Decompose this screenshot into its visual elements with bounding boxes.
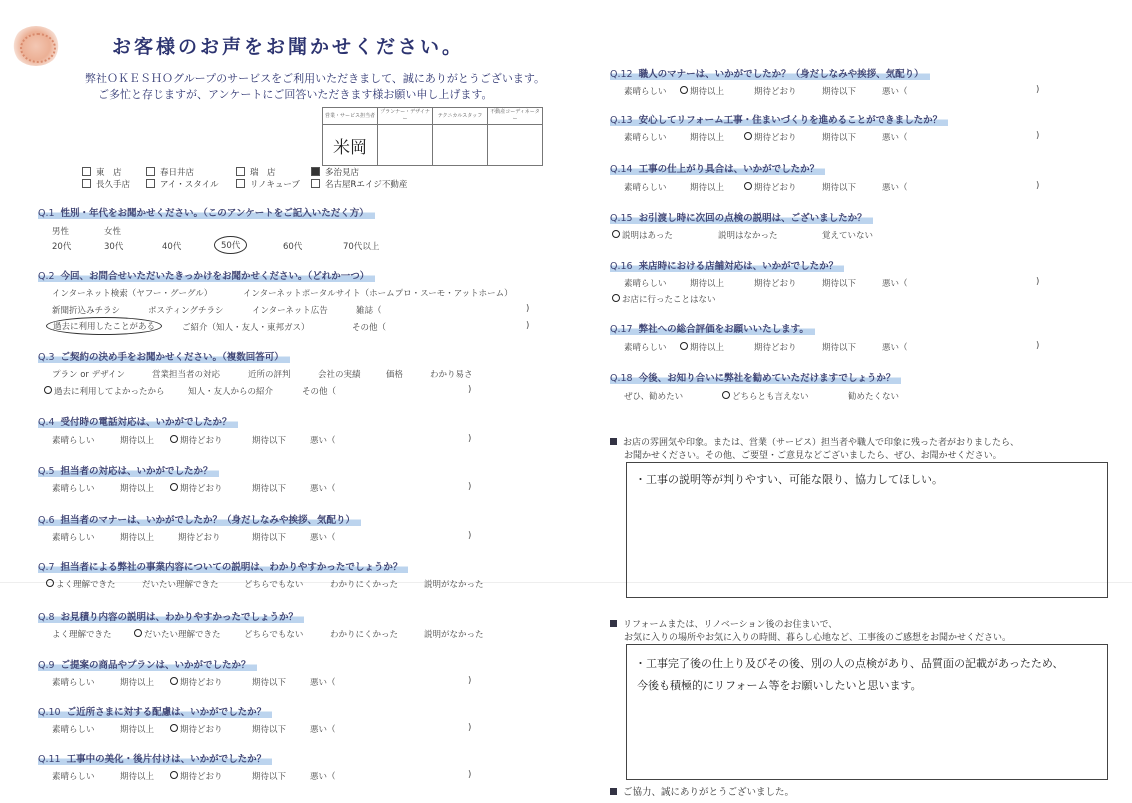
- rating-option[interactable]: 素晴らしい: [52, 772, 95, 782]
- option-trigger[interactable]: インターネット広告: [252, 306, 328, 316]
- understanding-option-selected[interactable]: だいたい理解できた: [134, 628, 221, 640]
- recommend-option[interactable]: ぜひ、勧めたい: [624, 392, 684, 402]
- rating-option[interactable]: 期待以上: [690, 133, 725, 143]
- close-paren: ): [468, 482, 472, 492]
- checkbox-icon: [82, 167, 91, 176]
- rating-option[interactable]: 悪い（: [882, 183, 908, 193]
- staff-cell-realestate[interactable]: [488, 125, 543, 166]
- option-age[interactable]: 60代: [283, 242, 303, 252]
- understanding-option[interactable]: だいたい理解できた: [142, 580, 219, 590]
- option-age-selected[interactable]: 50代: [214, 236, 247, 254]
- rating-option[interactable]: 期待どおり: [754, 87, 797, 97]
- rating-option[interactable]: 期待以上: [690, 183, 725, 193]
- rating-option[interactable]: 悪い（: [882, 343, 908, 353]
- handwritten-staff-name: 米岡: [333, 137, 367, 158]
- staff-cell-technical[interactable]: [433, 125, 488, 166]
- store-checkbox[interactable]: 東 店: [82, 166, 122, 178]
- understanding-option[interactable]: どちらでもない: [244, 630, 304, 640]
- rating-option[interactable]: 期待以上: [120, 533, 155, 543]
- question-8: Q.8 お見積り内容の説明は、わかりやすかったでしょうか？: [38, 609, 304, 623]
- rating-option-selected[interactable]: 期待どおり: [744, 131, 797, 143]
- rating-option[interactable]: 期待以上: [120, 725, 155, 735]
- close-paren: ): [468, 385, 472, 395]
- option-decision[interactable]: 会社の実績: [318, 370, 361, 380]
- option-decision[interactable]: 知人・友人からの紹介: [188, 387, 274, 397]
- option-decision[interactable]: わかり易さ: [430, 370, 473, 380]
- intro-line-2: ご多忙と存じますが、アンケートにご回答いただきます様お願い申し上げます。: [98, 88, 493, 101]
- intro-line-1: 弊社ＯＫＥＳＨＯグループのサービスをご利用いただきまして、誠にありがとうございます。: [85, 72, 546, 85]
- rating-option[interactable]: 素晴らしい: [624, 343, 667, 353]
- store-checkbox[interactable]: 春日井店: [146, 166, 194, 178]
- page-title: お客様のお声をお聞かせください。: [112, 36, 465, 58]
- rating-option[interactable]: 素晴らしい: [624, 279, 667, 289]
- question-4: Q.4 受付時の電話対応は、いかがでしたか？: [38, 414, 238, 428]
- selected-circle-icon: [170, 771, 178, 779]
- option-age[interactable]: 40代: [162, 242, 182, 252]
- close-paren: ): [468, 676, 472, 686]
- checkbox-icon: [146, 179, 155, 188]
- understanding-option[interactable]: わかりにくかった: [330, 630, 399, 640]
- checkbox-icon: [311, 179, 320, 188]
- rating-option[interactable]: 期待どおり: [754, 279, 797, 289]
- rating-option[interactable]: 期待以上: [120, 678, 155, 688]
- close-paren: ): [468, 434, 472, 444]
- selected-circle-icon: [170, 435, 178, 443]
- understanding-option-selected[interactable]: よく理解できた: [46, 578, 116, 590]
- option-decision[interactable]: 営業担当者の対応: [152, 370, 221, 380]
- question-1: Q.1 性別・年代をお聞かせください。（このアンケートをご記入いただく方）: [38, 205, 375, 219]
- question-9: Q.9 ご提案の商品やプランは、いかがでしたか？: [38, 657, 257, 671]
- reform-prompt: リフォームまたは、リノベーション後のお住まいで、: [610, 617, 837, 630]
- reform-comment-box[interactable]: [626, 644, 1108, 780]
- staff-table: [322, 107, 543, 166]
- close-paren: ): [1036, 131, 1040, 141]
- option-trigger[interactable]: 新聞折込みチラシ: [52, 306, 121, 316]
- selected-circle-icon: [46, 579, 54, 587]
- option-trigger[interactable]: その他（: [352, 323, 387, 333]
- option-decision[interactable]: その他（: [302, 387, 337, 397]
- staff-cell-sales[interactable]: [323, 125, 378, 166]
- inspection-option[interactable]: 説明はなかった: [718, 231, 778, 241]
- store-checkbox[interactable]: 名古屋Rエイジ不動産: [311, 178, 407, 190]
- square-bullet-icon: [610, 438, 617, 445]
- reform-handwritten-answer-line-1: ・工事完了後の仕上り及びその後、別の人の点検があり、品質面の記載があったため、: [635, 657, 1064, 670]
- selected-circle-icon: [744, 132, 752, 140]
- store-checkbox[interactable]: リノキューブ: [236, 178, 300, 190]
- rating-option[interactable]: 素晴らしい: [52, 678, 95, 688]
- rating-option[interactable]: 素晴らしい: [52, 533, 95, 543]
- checked-checkbox-icon: [311, 167, 320, 176]
- rating-option[interactable]: 悪い（: [882, 133, 908, 143]
- question-15: Q.15 お引渡し時に次回の点検の説明は、ございましたか？: [610, 210, 873, 224]
- selected-circle-icon: [612, 294, 620, 302]
- store-checkbox-checked[interactable]: 多治見店: [311, 166, 359, 178]
- question-10: Q.10 ご近所さまに対する配慮は、いかがでしたか？: [38, 704, 272, 718]
- rating-option-selected[interactable]: 期待どおり: [170, 676, 223, 688]
- rating-option[interactable]: 期待以上: [120, 484, 155, 494]
- staff-header-planner: プランナー・デザイナー: [378, 108, 433, 125]
- selected-circle-icon: [170, 724, 178, 732]
- question-11: Q.11 工事中の美化・後片付けは、いかがでしたか？: [38, 751, 272, 765]
- company-seal: [12, 26, 60, 66]
- rating-option[interactable]: 素晴らしい: [624, 87, 667, 97]
- understanding-option[interactable]: 説明がなかった: [424, 580, 484, 590]
- rating-option[interactable]: 期待以下: [822, 343, 857, 353]
- square-bullet-icon: [610, 788, 617, 795]
- rating-option-selected[interactable]: 期待どおり: [170, 723, 223, 735]
- rating-option-selected[interactable]: 期待どおり: [170, 482, 223, 494]
- staff-header-sales: 営業・サービス担当者: [323, 108, 378, 125]
- selected-circle-icon: [44, 386, 52, 394]
- question-16: Q.16 来店時における店舗対応は、いかがでしたか？: [610, 258, 844, 272]
- impression-comment-box[interactable]: [626, 462, 1108, 598]
- option-decision-selected[interactable]: 過去に利用してよかったから: [44, 385, 165, 397]
- checkbox-icon: [146, 167, 155, 176]
- rating-option[interactable]: 期待以下: [252, 484, 287, 494]
- rating-option[interactable]: 悪い（: [310, 725, 336, 735]
- question-13: Q.13 安心してリフォーム工事・住まいづくりを進めることができましたか？: [610, 112, 948, 126]
- close-paren: ): [526, 321, 530, 331]
- close-paren: ): [1036, 341, 1040, 351]
- question-17: Q.17 弊社への総合評価をお願いいたします。: [610, 321, 815, 335]
- store-checkbox[interactable]: アイ・スタイル: [146, 178, 219, 190]
- rating-option-selected[interactable]: 期待以上: [680, 85, 724, 97]
- rating-option[interactable]: 期待以下: [252, 725, 287, 735]
- rating-option-selected[interactable]: 期待どおり: [744, 181, 797, 193]
- rating-option[interactable]: 素晴らしい: [52, 484, 95, 494]
- question-12: Q.12 職人のマナーは、いかがでしたか？（身だしなみや挨拶、気配り）: [610, 66, 930, 80]
- option-decision[interactable]: 価格: [386, 370, 404, 380]
- option-trigger[interactable]: 雑誌（: [356, 306, 382, 316]
- rating-option[interactable]: 期待以下: [252, 678, 287, 688]
- option-age[interactable]: 70代以上: [343, 242, 380, 252]
- checkbox-icon: [82, 179, 91, 188]
- option-male[interactable]: 男性: [52, 227, 70, 237]
- rating-option[interactable]: 悪い（: [310, 484, 336, 494]
- staff-header-realestate: 不動産コーディネーター: [488, 108, 543, 125]
- rating-option[interactable]: 期待どおり: [754, 343, 797, 353]
- rating-option[interactable]: 悪い（: [310, 772, 336, 782]
- rating-option[interactable]: 素晴らしい: [624, 183, 667, 193]
- question-2: Q.2 今回、お問合せいただいたきっかけをお聞かせください。（どれか一つ）: [38, 268, 375, 282]
- checkbox-icon: [236, 179, 245, 188]
- impression-prompt-line-2: お聞かせください。その他、ご要望・ご意見などございましたら、ぜひ、お聞かせください。: [624, 451, 1002, 461]
- rating-option-selected[interactable]: 期待どおり: [170, 770, 223, 782]
- rating-option[interactable]: 悪い（: [310, 533, 336, 543]
- inspection-option-selected[interactable]: 説明はあった: [612, 229, 673, 241]
- checkbox-icon: [236, 167, 245, 176]
- store-checkbox[interactable]: 長久手店: [82, 178, 130, 190]
- rating-option[interactable]: 期待以下: [252, 533, 287, 543]
- inspection-option[interactable]: 覚えていない: [822, 231, 874, 241]
- rating-option[interactable]: 悪い（: [310, 436, 336, 446]
- option-trigger-selected[interactable]: 過去に利用したことがある: [46, 317, 162, 335]
- question-7: Q.7 担当者による弊社の事業内容についての説明は、わかりやすかったでしょうか？: [38, 559, 408, 573]
- understanding-option[interactable]: どちらでもない: [244, 580, 304, 590]
- understanding-option[interactable]: 説明がなかった: [424, 630, 484, 640]
- question-5: Q.5 担当者の対応は、いかがでしたか？: [38, 463, 219, 477]
- selected-circle-icon: [744, 182, 752, 190]
- store-checkbox[interactable]: 瑞 店: [236, 166, 276, 178]
- close-paren: ): [468, 723, 472, 733]
- option-female[interactable]: 女性: [104, 227, 122, 237]
- impression-prompt: お店の雰囲気や印象。または、営業（サービス）担当者や職人で印象に残った者がおりましたら、: [610, 435, 1019, 448]
- never-visited-option-selected[interactable]: お店に行ったことはない: [612, 293, 716, 305]
- selected-circle-icon: [134, 629, 142, 637]
- rating-option[interactable]: 期待以上: [120, 436, 155, 446]
- thank-you-footer: ご協力、誠にありがとうございました。: [610, 784, 794, 798]
- option-age[interactable]: 30代: [104, 242, 124, 252]
- understanding-option[interactable]: わかりにくかった: [330, 580, 399, 590]
- rating-option[interactable]: 期待以上: [120, 772, 155, 782]
- rating-option[interactable]: 素晴らしい: [52, 436, 95, 446]
- option-decision[interactable]: プラン or デザイン: [52, 370, 126, 380]
- rating-option[interactable]: 期待以下: [822, 87, 857, 97]
- staff-header-technical: テクニカルスタッフ: [433, 108, 488, 125]
- selected-circle-icon: [170, 677, 178, 685]
- option-trigger[interactable]: インターネットポータルサイト（ホームプロ・スーモ・アットホーム）: [243, 289, 513, 299]
- close-paren: ): [468, 531, 472, 541]
- selected-circle-icon: [170, 483, 178, 491]
- rating-option[interactable]: 悪い（: [310, 678, 336, 688]
- staff-cell-planner[interactable]: [378, 125, 433, 166]
- selected-circle-icon: [680, 86, 688, 94]
- selected-circle-icon: [612, 230, 620, 238]
- square-bullet-icon: [610, 620, 617, 627]
- question-3: Q.3 ご契約の決め手をお聞かせください。（複数回答可）: [38, 349, 290, 363]
- reform-handwritten-answer-line-2: 今後も積極的にリフォーム等をお願いしたいと思います。: [637, 679, 922, 692]
- option-trigger[interactable]: インターネット検索（ヤフー・グーグル）: [52, 289, 213, 299]
- close-paren: ): [1036, 85, 1040, 95]
- close-paren: ): [468, 770, 472, 780]
- close-paren: ): [526, 304, 530, 314]
- rating-option[interactable]: 素晴らしい: [624, 133, 667, 143]
- rating-option[interactable]: 期待以下: [822, 279, 857, 289]
- option-trigger[interactable]: ポスティングチラシ: [148, 306, 224, 316]
- reform-prompt-line-2: お気に入りの場所やお気に入りの時間、暮らし心地など、工事後のご感想をお聞かせください。: [624, 633, 1012, 643]
- understanding-option[interactable]: よく理解できた: [52, 630, 112, 640]
- option-decision[interactable]: 近所の評判: [248, 370, 291, 380]
- selected-circle-icon: [680, 342, 688, 350]
- rating-option[interactable]: 期待以上: [690, 279, 725, 289]
- option-age[interactable]: 20代: [52, 242, 72, 252]
- rating-option-selected[interactable]: 期待どおり: [170, 434, 223, 446]
- selected-circle-icon: [722, 391, 730, 399]
- close-paren: ): [1036, 277, 1040, 287]
- question-14: Q.14 工事の仕上がり具合は、いかがでしたか？: [610, 161, 825, 175]
- recommend-option[interactable]: 勧めたくない: [848, 392, 900, 402]
- rating-option[interactable]: 悪い（: [882, 279, 908, 289]
- rating-option[interactable]: 期待どおり: [178, 533, 221, 543]
- rating-option-selected[interactable]: 期待以上: [680, 341, 724, 353]
- rating-option[interactable]: 期待以下: [252, 436, 287, 446]
- rating-option[interactable]: 期待以下: [822, 133, 857, 143]
- impression-handwritten-answer: ・工事の説明等が判りやすい、可能な限り、協力してほしい。: [635, 473, 943, 486]
- rating-option[interactable]: 悪い（: [882, 87, 908, 97]
- option-trigger[interactable]: ご紹介（知人・友人・東邦ガス）: [182, 323, 310, 333]
- close-paren: ): [1036, 181, 1040, 191]
- question-18: Q.18 今後、お知り合いに弊社を勧めていただけますでしょうか？: [610, 370, 901, 384]
- rating-option[interactable]: 期待以下: [822, 183, 857, 193]
- rating-option[interactable]: 素晴らしい: [52, 725, 95, 735]
- recommend-option-selected[interactable]: どちらとも言えない: [722, 390, 809, 402]
- question-6: Q.6 担当者のマナーは、いかがでしたか？（身だしなみや挨拶、気配り）: [38, 512, 361, 526]
- rating-option[interactable]: 期待以下: [252, 772, 287, 782]
